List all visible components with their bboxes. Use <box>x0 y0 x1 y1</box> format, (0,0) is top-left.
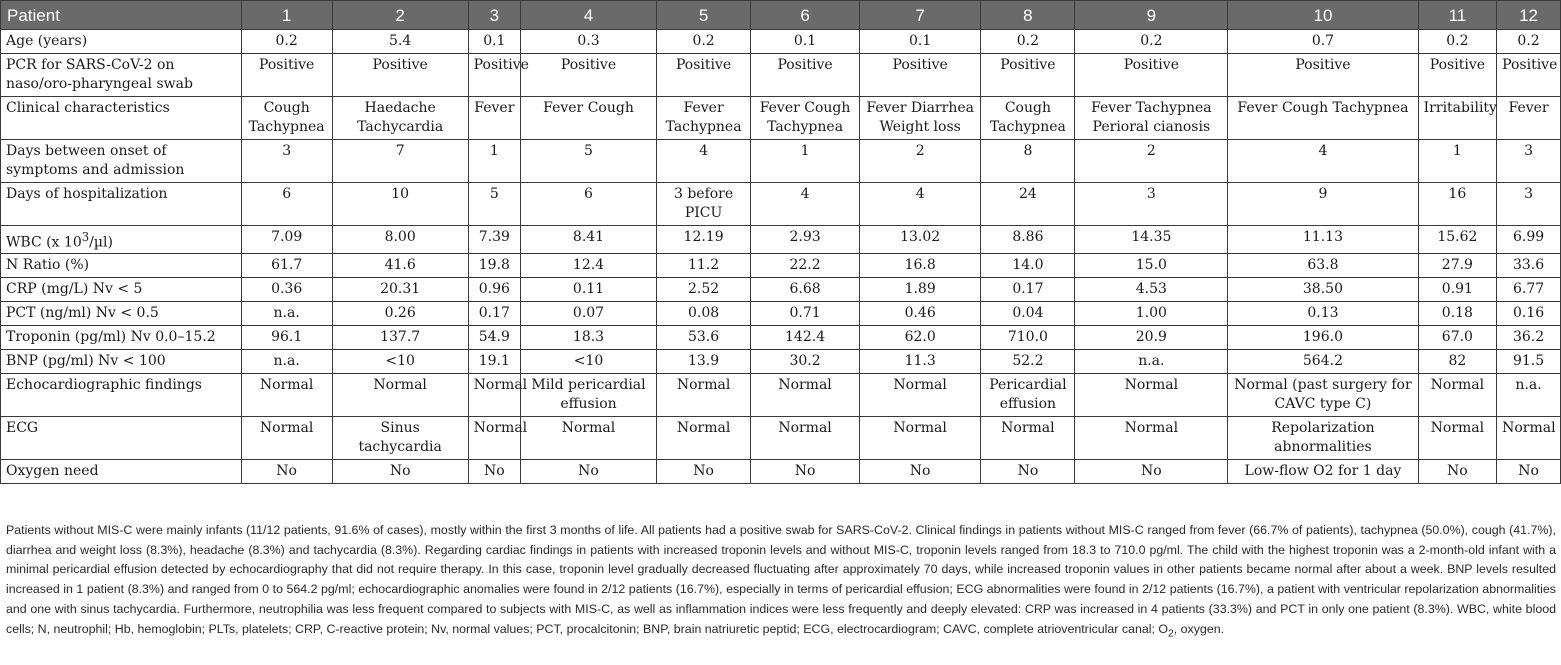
table-cell: No <box>981 459 1075 483</box>
table-cell: Positive <box>468 54 520 97</box>
table-cell: Positive <box>981 54 1075 97</box>
table-cell: Positive <box>520 54 656 97</box>
table-cell: 0.17 <box>981 277 1075 301</box>
table-cell: Cough Tachypnea <box>241 97 332 140</box>
table-cell: Positive <box>1497 54 1561 97</box>
table-cell: 6.77 <box>1497 277 1561 301</box>
table-cell: 0.07 <box>520 301 656 325</box>
table-cell: 0.2 <box>241 30 332 54</box>
footnote-subscript: 2 <box>1168 627 1174 639</box>
row-label: Oxygen need <box>1 459 242 483</box>
table-cell: 0.26 <box>332 301 468 325</box>
table-cell: Normal <box>332 373 468 416</box>
header-patient-number: 1 <box>241 1 332 30</box>
table-cell: 18.3 <box>520 325 656 349</box>
table-cell: 10 <box>332 183 468 226</box>
table-cell: Normal <box>1418 373 1496 416</box>
table-cell: 0.96 <box>468 277 520 301</box>
table-cell: 9 <box>1228 183 1418 226</box>
table-cell: 11.13 <box>1228 226 1418 254</box>
table-cell: Normal <box>520 416 656 459</box>
table-cell: Normal <box>241 373 332 416</box>
table-cell: Fever Cough <box>520 97 656 140</box>
table-cell: 52.2 <box>981 349 1075 373</box>
table-cell: No <box>1497 459 1561 483</box>
table-cell: 13.02 <box>859 226 980 254</box>
table-row <box>1 459 1561 483</box>
table-cell: 4 <box>859 183 980 226</box>
wbc-label-text: WBC (x 10 <box>6 234 82 251</box>
table-cell: Normal <box>1418 416 1496 459</box>
table-cell: Fever Tachypnea Perioral cianosis <box>1075 97 1228 140</box>
table-cell: 5 <box>468 183 520 226</box>
table-cell: No <box>751 459 860 483</box>
table-row <box>1 301 1561 325</box>
table-cell: Fever <box>468 97 520 140</box>
table-cell: 6 <box>241 183 332 226</box>
table-cell: 91.5 <box>1497 349 1561 373</box>
table-cell: Positive <box>1228 54 1418 97</box>
row-label: Age (years) <box>1 30 242 54</box>
header-patient-number: 9 <box>1075 1 1228 30</box>
table-cell: Mild pericardial effusion <box>520 373 656 416</box>
table-cell: Normal <box>657 416 751 459</box>
table-cell: 3 <box>1497 183 1561 226</box>
table-cell: Normal <box>468 373 520 416</box>
table-cell: 62.0 <box>859 325 980 349</box>
table-cell: Normal <box>1075 416 1228 459</box>
header-patient-number: 3 <box>468 1 520 30</box>
table-cell: 0.3 <box>520 30 656 54</box>
header-patient-number: 8 <box>981 1 1075 30</box>
header-patient-number: 5 <box>657 1 751 30</box>
table-row <box>1 226 1561 254</box>
table-cell: Normal (past surgery for CAVC type C) <box>1228 373 1418 416</box>
row-label: BNP (pg/ml) Nv < 100 <box>1 349 242 373</box>
table-cell: Fever <box>1497 97 1561 140</box>
table-cell: 54.9 <box>468 325 520 349</box>
table-cell: 3 <box>1497 140 1561 183</box>
table-cell: 0.13 <box>1228 301 1418 325</box>
table-cell: 1 <box>1418 140 1496 183</box>
table-cell: 19.8 <box>468 253 520 277</box>
header-patient-number: 12 <box>1497 1 1561 30</box>
table-cell: 12.4 <box>520 253 656 277</box>
table-cell: No <box>859 459 980 483</box>
table-cell: 5 <box>520 140 656 183</box>
table-cell: 0.2 <box>1497 30 1561 54</box>
row-label: CRP (mg/L) Nv < 5 <box>1 277 242 301</box>
table-cell: 11.2 <box>657 253 751 277</box>
table-cell: Fever Cough Tachypnea <box>751 97 860 140</box>
footnote-text-end: , oxygen. <box>1173 621 1225 636</box>
table-cell: 8.00 <box>332 226 468 254</box>
header-patient-number: 2 <box>332 1 468 30</box>
table-cell: Positive <box>332 54 468 97</box>
table-cell: <10 <box>520 349 656 373</box>
table-row <box>1 30 1561 54</box>
table-cell: Normal <box>657 373 751 416</box>
table-cell: Fever Cough Tachypnea <box>1228 97 1418 140</box>
table-cell: 6 <box>520 183 656 226</box>
table-cell: 19.1 <box>468 349 520 373</box>
table-cell: Positive <box>1075 54 1228 97</box>
table-cell: 15.0 <box>1075 253 1228 277</box>
table-cell: 0.91 <box>1418 277 1496 301</box>
header-patient-number: 10 <box>1228 1 1418 30</box>
wbc-label-unit: /µl) <box>89 234 113 251</box>
table-cell: 0.08 <box>657 301 751 325</box>
table-cell: 0.04 <box>981 301 1075 325</box>
table-cell: 0.46 <box>859 301 980 325</box>
table-cell: 53.6 <box>657 325 751 349</box>
table-row <box>1 97 1561 140</box>
table-cell: Normal <box>859 373 980 416</box>
header-patient-number: 7 <box>859 1 980 30</box>
table-cell: 20.31 <box>332 277 468 301</box>
table-cell: 12.19 <box>657 226 751 254</box>
table-cell: 0.17 <box>468 301 520 325</box>
table-header-row <box>1 1 1561 30</box>
table-cell: 0.2 <box>1418 30 1496 54</box>
table-row <box>1 253 1561 277</box>
table-cell: Normal <box>859 416 980 459</box>
table-cell: Pericardial effusion <box>981 373 1075 416</box>
table-cell: 20.9 <box>1075 325 1228 349</box>
table-cell: Normal <box>751 373 860 416</box>
table-cell: 61.7 <box>241 253 332 277</box>
table-cell: 0.36 <box>241 277 332 301</box>
table-cell: 22.2 <box>751 253 860 277</box>
table-cell: 196.0 <box>1228 325 1418 349</box>
row-label: ECG <box>1 416 242 459</box>
table-cell: 3 before PICU <box>657 183 751 226</box>
table-cell: 96.1 <box>241 325 332 349</box>
table-cell: 564.2 <box>1228 349 1418 373</box>
table-cell: No <box>468 459 520 483</box>
table-cell: 3 <box>1075 183 1228 226</box>
table-cell: 0.7 <box>1228 30 1418 54</box>
table-cell: 7.39 <box>468 226 520 254</box>
table-cell: Normal <box>751 416 860 459</box>
table-row <box>1 325 1561 349</box>
table-cell: Positive <box>751 54 860 97</box>
table-cell: 7.09 <box>241 226 332 254</box>
table-cell: 8 <box>981 140 1075 183</box>
table-cell: 6.68 <box>751 277 860 301</box>
table-cell: Fever Diarrhea Weight loss <box>859 97 980 140</box>
table-row <box>1 183 1561 226</box>
table-cell: 30.2 <box>751 349 860 373</box>
table-cell: 6.99 <box>1497 226 1561 254</box>
table-cell: Fever Tachypnea <box>657 97 751 140</box>
table-cell: Low-flow O2 for 1 day <box>1228 459 1418 483</box>
table-cell: 1.89 <box>859 277 980 301</box>
table-cell: 0.18 <box>1418 301 1496 325</box>
table-cell: 24 <box>981 183 1075 226</box>
table-cell: No <box>657 459 751 483</box>
table-row <box>1 277 1561 301</box>
table-row <box>1 373 1561 416</box>
header-patient-number: 6 <box>751 1 860 30</box>
table-cell: 11.3 <box>859 349 980 373</box>
table-cell: 16.8 <box>859 253 980 277</box>
table-cell: 0.1 <box>859 30 980 54</box>
table-cell: 710.0 <box>981 325 1075 349</box>
table-row <box>1 54 1561 97</box>
table-cell: No <box>1075 459 1228 483</box>
wbc-label-superscript: 3 <box>81 230 90 244</box>
table-cell: No <box>241 459 332 483</box>
table-cell: Normal <box>241 416 332 459</box>
table-cell: 33.6 <box>1497 253 1561 277</box>
row-label: Days between onset of symptoms and admission <box>1 140 242 183</box>
row-label: PCT (ng/ml) Nv < 0.5 <box>1 301 242 325</box>
table-cell: <10 <box>332 349 468 373</box>
table-cell: 2 <box>1075 140 1228 183</box>
table-cell: 3 <box>241 140 332 183</box>
table-cell: 7 <box>332 140 468 183</box>
table-cell: 38.50 <box>1228 277 1418 301</box>
table-cell: Irritability <box>1418 97 1496 140</box>
table-cell: 4 <box>657 140 751 183</box>
table-row <box>1 140 1561 183</box>
header-patient-label: Patient <box>1 1 242 30</box>
table-cell: 15.62 <box>1418 226 1496 254</box>
table-cell: 2 <box>859 140 980 183</box>
table-cell: 4 <box>1228 140 1418 183</box>
table-cell: Positive <box>657 54 751 97</box>
table-cell: 14.35 <box>1075 226 1228 254</box>
table-cell: No <box>1418 459 1496 483</box>
table-cell: 8.86 <box>981 226 1075 254</box>
table-cell: 36.2 <box>1497 325 1561 349</box>
table-cell: 0.11 <box>520 277 656 301</box>
table-cell: Positive <box>241 54 332 97</box>
footnote-text: Patients without MIS-C were mainly infants (11/12 patients, 91.6% of cases), mostly within the first 3 months of life. All patients had a positive swab for SARS-CoV-2. Clinical findings in patients without MIS-C ranged from fever (66.7% of patients), tachypnea (50.0%), cough (41.7%), diarrhea and weight loss (8.3%), headache (8.3%) and tachycardia (8.3%). Regarding cardiac findings in patients with increased troponin levels and without MIS-C, troponin levels ranged from 18.3 to 710.0 pg/ml. The child with the highest troponin was a 2-month-old infant with a minimal pericardial effusion detected by echocardiography that did not require therapy. In this case, troponin level gradually decreased fluctuating after approximately 70 days, while increased troponin values in other patients became normal after about a week. BNP levels resulted increased in 1 patient (8.3%) and ranged from 0 to 564.2 pg/ml; echocardiographic anomalies were found in 2/12 patients (16.7%), especially in terms of pericardial effusion; ECG abnormalities were found in 2/12 patients (16.7%), a patient with ventricular repolarization abnormalities and one with sinus tachycardia. Furthermore, neutrophilia was less frequent compared to subjects with MIS-C, as well as inflammation indices were less frequently and deeply elevated: CRP was increased in 4 patients (33.3%) and PCT in only one patient (8.3%). WBC, white blood cells; N, neutrophil; Hb, hemoglobin; PLTs, platelets; CRP, C-reactive protein; Nv, normal values; PCT, procalcitonin; BNP, brain natriuretic peptid; ECG, electrocardiogram; CAVC, complete atrioventricular canal; O <box>6 523 1556 636</box>
table-cell: 16 <box>1418 183 1496 226</box>
table-footnote <box>6 521 1556 644</box>
table-cell: 142.4 <box>751 325 860 349</box>
table-cell: 0.2 <box>981 30 1075 54</box>
table-cell: 8.41 <box>520 226 656 254</box>
row-label: N Ratio (%) <box>1 253 242 277</box>
table-cell: 82 <box>1418 349 1496 373</box>
table-cell: 2.93 <box>751 226 860 254</box>
table-cell: 137.7 <box>332 325 468 349</box>
table-cell: n.a. <box>241 349 332 373</box>
table-cell: Haedache Tachycardia <box>332 97 468 140</box>
table-cell: 0.2 <box>1075 30 1228 54</box>
table-cell: Cough Tachypnea <box>981 97 1075 140</box>
table-cell: 4 <box>751 183 860 226</box>
table-cell: Normal <box>1075 373 1228 416</box>
table-cell: 41.6 <box>332 253 468 277</box>
row-label: PCR for SARS-CoV-2 on naso/oro-pharyngeal swab <box>1 54 242 97</box>
row-label: Days of hospitalization <box>1 183 242 226</box>
table-cell: 0.1 <box>468 30 520 54</box>
table-cell: Repolarization abnormalities <box>1228 416 1418 459</box>
table-cell: 1 <box>468 140 520 183</box>
table-cell: 67.0 <box>1418 325 1496 349</box>
header-patient-number: 4 <box>520 1 656 30</box>
table-cell: Positive <box>1418 54 1496 97</box>
table-cell: 14.0 <box>981 253 1075 277</box>
row-label: Troponin (pg/ml) Nv 0.0–15.2 <box>1 325 242 349</box>
header-patient-number: 11 <box>1418 1 1496 30</box>
table-cell: 63.8 <box>1228 253 1418 277</box>
table-cell: 2.52 <box>657 277 751 301</box>
table-cell: 0.1 <box>751 30 860 54</box>
table-cell: 0.71 <box>751 301 860 325</box>
table-cell: Sinus tachycardia <box>332 416 468 459</box>
row-label <box>1 226 242 254</box>
table-cell: n.a. <box>241 301 332 325</box>
table-row <box>1 349 1561 373</box>
table-cell: 1 <box>751 140 860 183</box>
table-cell: 4.53 <box>1075 277 1228 301</box>
row-label: Echocardiographic findings <box>1 373 242 416</box>
table-cell: 13.9 <box>657 349 751 373</box>
table-cell: No <box>332 459 468 483</box>
table-cell: Normal <box>1497 416 1561 459</box>
table-cell: 27.9 <box>1418 253 1496 277</box>
table-cell: n.a. <box>1075 349 1228 373</box>
table-cell: Normal <box>468 416 520 459</box>
table-cell: Positive <box>859 54 980 97</box>
table-cell: 5.4 <box>332 30 468 54</box>
table-cell: n.a. <box>1497 373 1561 416</box>
table-cell: 0.2 <box>657 30 751 54</box>
row-label: Clinical characteristics <box>1 97 242 140</box>
table-row <box>1 416 1561 459</box>
table-cell: Normal <box>981 416 1075 459</box>
table-cell: 1.00 <box>1075 301 1228 325</box>
table-cell: 0.16 <box>1497 301 1561 325</box>
table-cell: No <box>520 459 656 483</box>
